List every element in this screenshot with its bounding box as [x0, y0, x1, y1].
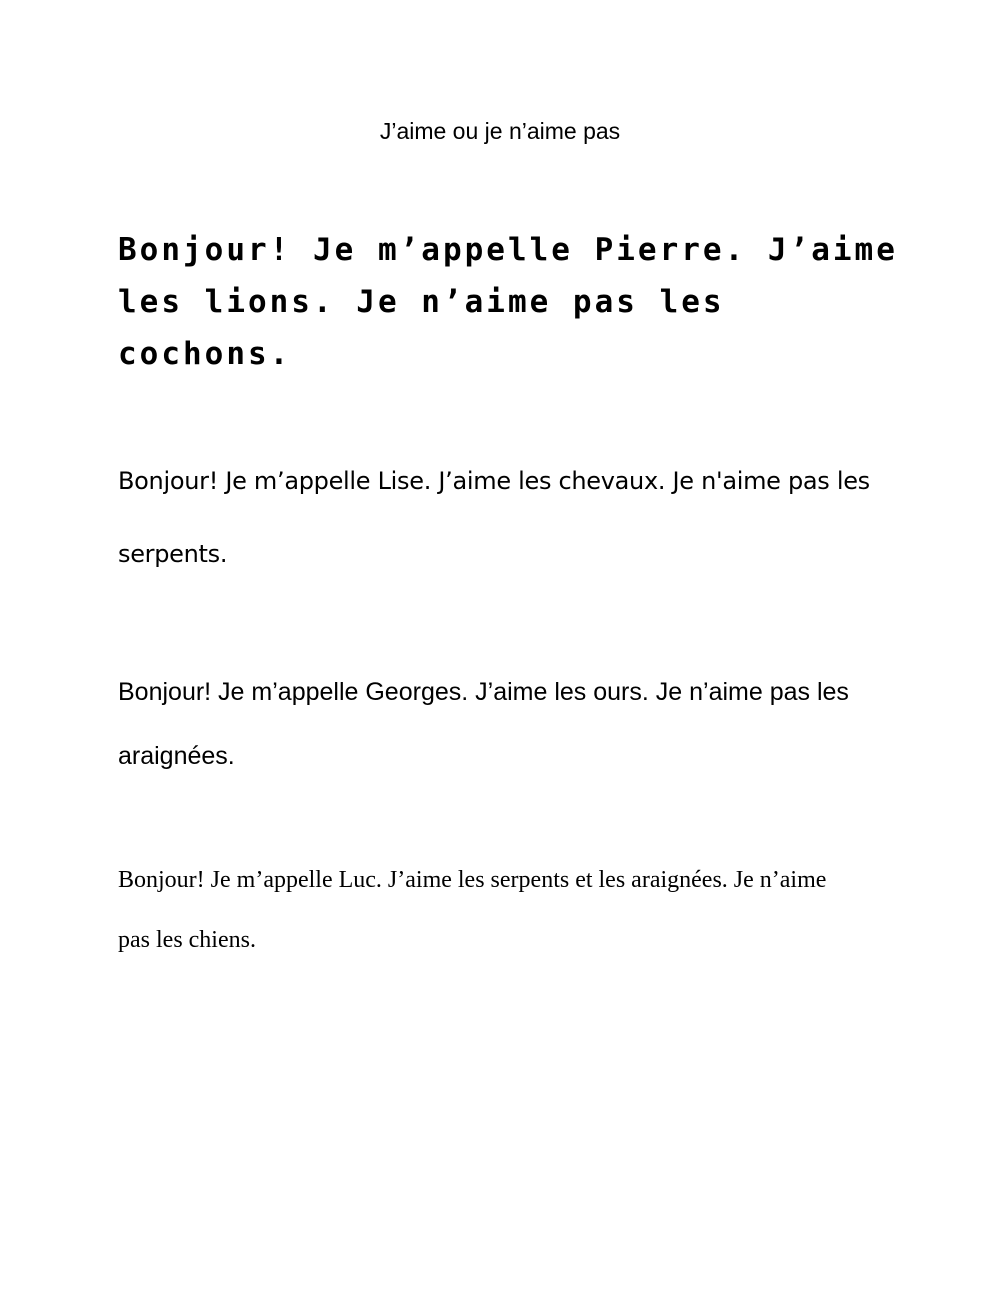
- paragraph-georges: Bonjour! Je m’appelle Georges. J’aime les ours. Je n’aime pas les araignées.: [118, 678, 849, 770]
- paragraph-pierre: Bonjour! Je m’appelle Pierre. J’aime les lions. Je n’aime pas les cochons.: [118, 232, 898, 372]
- paragraph-luc: Bonjour! Je m’appelle Luc. J’aime les serpents et les araignées. Je n’aime pas les chiens.: [118, 867, 827, 953]
- page-title: J’aime ou je n’aime pas: [379, 118, 621, 144]
- paragraph-lise: Bonjour! Je m’appelle Lise. J’aime les chevaux. Je n'aime pas les serpents.: [118, 467, 870, 568]
